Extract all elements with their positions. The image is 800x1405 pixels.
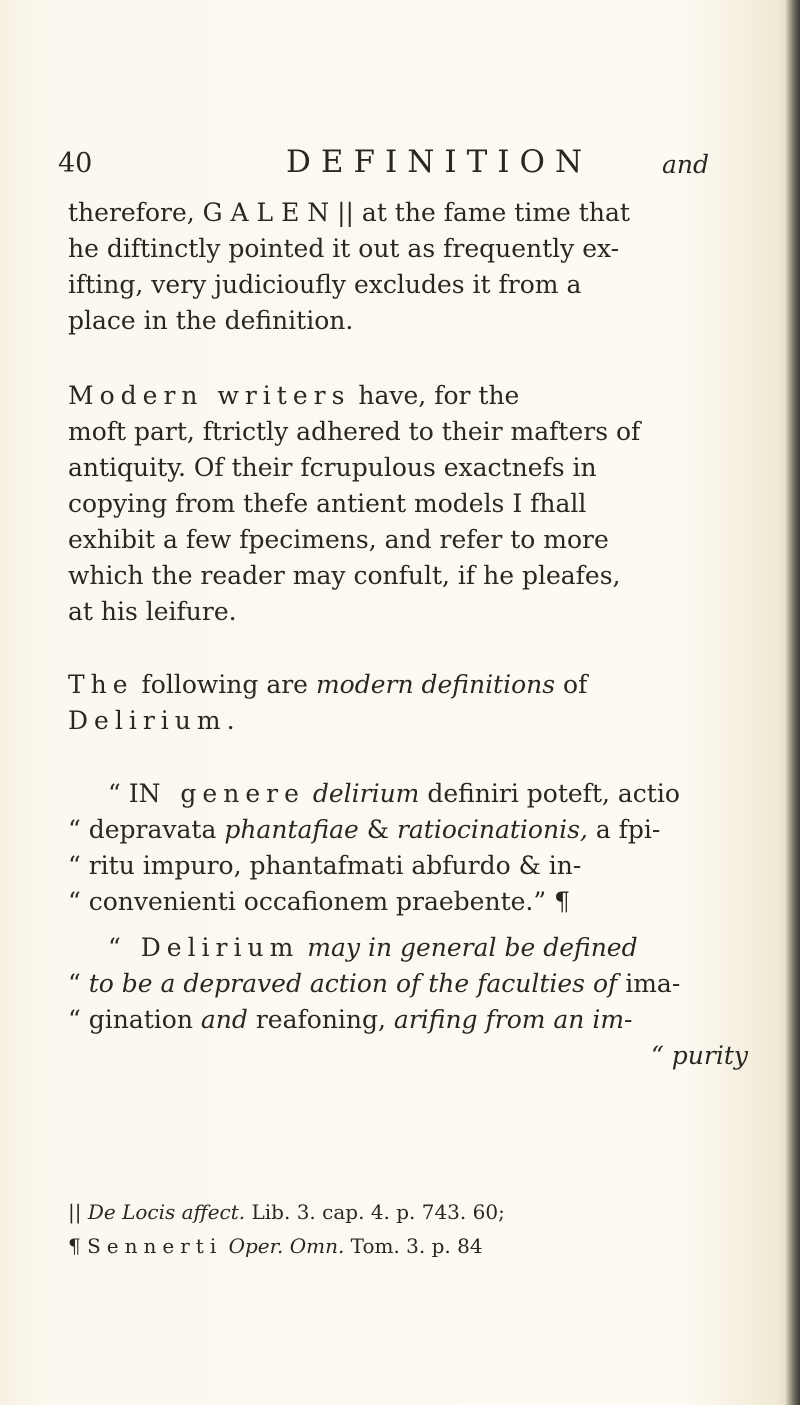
text-fragment: “: [68, 969, 81, 998]
footnote-ref: Lib. 3. cap. 4. p. 743. 60;: [251, 1200, 505, 1224]
footnote-title: Oper. Omn.: [228, 1234, 345, 1258]
the-smallcaps: The: [68, 670, 134, 699]
page-number: 40: [58, 148, 93, 179]
text-line: [68, 776, 758, 812]
footnote-sennertus: [68, 1229, 758, 1263]
footnote-galen: [68, 1195, 758, 1229]
text-fragment: “ I: [108, 779, 139, 808]
text-line: [68, 703, 758, 739]
footnote-author: Sennerti: [87, 1234, 223, 1258]
text-fragment: N genere: [138, 779, 305, 808]
paragraph-galen: [68, 195, 758, 339]
paragraph-modern-writers: [68, 378, 758, 630]
text-line: antiquity. Of their fcrupulous exactnefs in: [68, 453, 597, 482]
text-fragment-italic: may in general be defined: [307, 933, 638, 962]
text-fragment: definiri poteft, actio: [427, 779, 680, 808]
footnote-mark: ¶: [68, 1234, 81, 1258]
footnote-mark: ||: [68, 1200, 82, 1224]
footnote-title: De Locis affect.: [87, 1200, 246, 1224]
delirium-smallcaps: Delirium.: [68, 706, 241, 735]
text-line: [68, 966, 758, 1002]
text-line: he diftinctly pointed it out as frequently ex-: [68, 234, 620, 263]
text-fragment: “ gination: [68, 1005, 193, 1034]
text-fragment-italic: to be a depraved action of the faculties: [88, 969, 586, 998]
text-fragment-italic: ratiocinationis,: [396, 815, 588, 844]
text-line: place in the definition.: [68, 306, 354, 335]
text-line: ifting, very judicioufly excludes it from a: [68, 270, 582, 299]
latin-quotation: [68, 776, 758, 920]
text-fragment: following are: [141, 670, 308, 699]
text-fragment-italic: modern definitions: [315, 670, 556, 699]
page-header: [58, 140, 758, 184]
text-line: therefore, G A L E N || at the fame time that: [68, 198, 630, 227]
text-line: [68, 930, 758, 966]
text-fragment: “ depravata: [68, 815, 217, 844]
text-fragment: ima-: [625, 969, 681, 998]
text-fragment: reafoning,: [255, 1005, 386, 1034]
footnotes: [68, 1195, 758, 1263]
text-line: moft part, ftrictly adhered to their mafters of: [68, 417, 641, 446]
paragraph-following-definitions: [68, 667, 758, 739]
page-edge-shadow: [786, 0, 800, 1405]
text-line: [68, 667, 758, 703]
text-fragment: a fpi-: [595, 815, 661, 844]
text-fragment-italic: of: [592, 969, 618, 998]
footnote-ref: Tom. 3. p. 84: [350, 1234, 483, 1258]
text-line: “ ritu impuro, phantafmati abfurdo & in-: [68, 851, 582, 880]
text-line: [68, 812, 758, 848]
text-line: [68, 378, 758, 414]
delirium-spaced: “ Delirium: [108, 933, 300, 962]
text-fragment-italic: and: [200, 1005, 248, 1034]
modern-writers-smallcaps: Modern writers: [68, 381, 351, 410]
text-line: at his leifure.: [68, 597, 237, 626]
text-line: exhibit a few fpecimens, and refer to more: [68, 525, 609, 554]
running-head-and: and: [662, 150, 710, 179]
text-fragment: &: [366, 815, 389, 844]
text-fragment-italic: delirium: [312, 779, 420, 808]
text-fragment-italic: phantafiae: [224, 815, 359, 844]
running-head: DEFINITION: [286, 144, 593, 180]
text-fragment-italic: arifing from an im-: [393, 1005, 633, 1034]
catchword: “ purity: [651, 1041, 748, 1070]
text-line: which the reader may confult, if he pleafes,: [68, 561, 621, 590]
english-quotation: [68, 930, 758, 1074]
text-line: “ convenienti occafionem praebente.” ¶: [68, 887, 570, 916]
text-line: copying from thefe antient models I fhall: [68, 489, 587, 518]
text-line: [68, 1002, 758, 1038]
text-fragment: have, for the: [358, 381, 520, 410]
text-fragment: of: [563, 670, 588, 699]
